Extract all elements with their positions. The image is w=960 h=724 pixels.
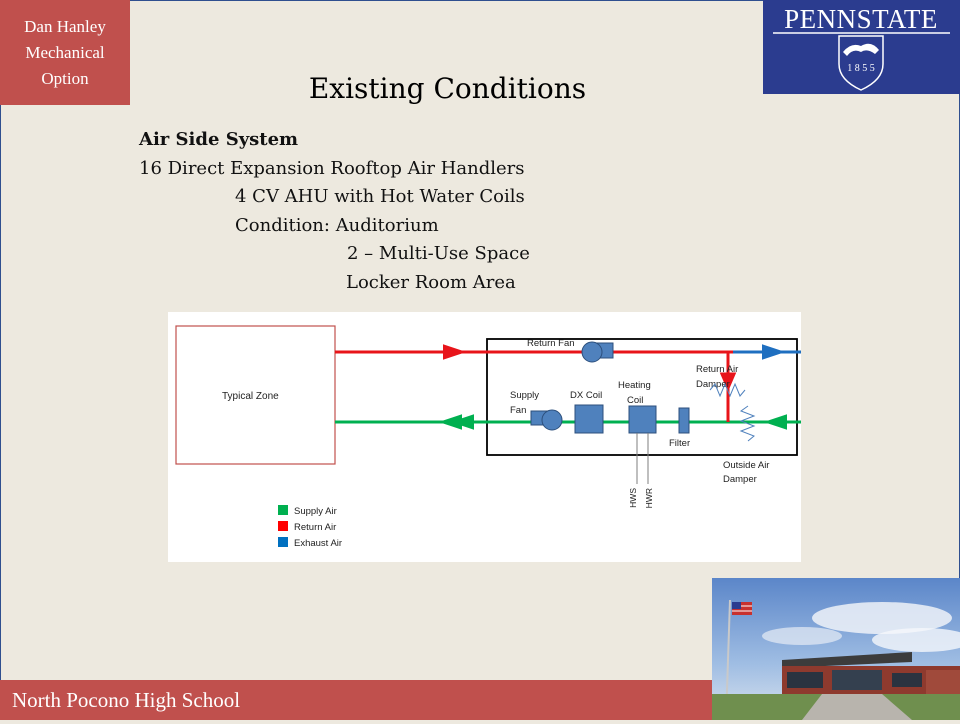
ahu-diagram (168, 312, 801, 562)
zone-label: Typical Zone (222, 391, 279, 402)
dx-coil-label: DX Coil (570, 390, 603, 401)
filter-label: Filter (669, 438, 691, 449)
footer-bar (0, 680, 712, 720)
content-line-5: Locker Room Area (346, 271, 516, 293)
return-arrow-1 (445, 347, 460, 357)
content-block (139, 126, 530, 297)
heating-coil-label-1: Heating (618, 380, 651, 391)
ahu-diagram-svg (168, 312, 801, 562)
brick-wing (926, 670, 960, 694)
dx-coil-icon (575, 405, 603, 433)
return-damper-label-1: Return Air (696, 364, 739, 375)
hwr-label: HWR (644, 488, 654, 509)
author-major: Mechanical (25, 42, 105, 62)
outside-damper-label-1: Outside Air (723, 460, 770, 471)
content-heading: Air Side System (139, 129, 299, 150)
supply-arrow-1b (445, 417, 460, 427)
supply-fan-icon (542, 410, 562, 430)
logo-year: 1 8 5 5 (847, 63, 875, 74)
return-fan-icon (582, 342, 602, 362)
legend-swatch-supply (278, 505, 288, 515)
content-line-3: Condition: Auditorium (235, 214, 439, 236)
lion-icon (843, 44, 879, 56)
school-building-photo (712, 578, 960, 720)
logo-wordmark: PENNSTATE (784, 4, 938, 34)
entrance-glass (832, 670, 882, 690)
legend-supply-label: Supply Air (294, 506, 337, 517)
cloud-3 (762, 627, 842, 645)
supply-fan-label-2: Fan (510, 405, 527, 416)
legend-return-label: Return Air (294, 522, 337, 533)
filter-icon (679, 408, 689, 433)
legend-exhaust-label: Exhaust Air (294, 538, 343, 549)
return-fan-label: Return Fan (527, 338, 575, 349)
supply-arrow-2 (770, 417, 785, 427)
return-damper-label-2: Damper (696, 379, 730, 390)
diagram-legend (278, 505, 342, 549)
slide-title: Existing Conditions (308, 72, 587, 105)
exhaust-arrow (764, 347, 779, 357)
heating-coil-icon (629, 406, 656, 433)
author-name: Dan Hanley (24, 16, 106, 36)
content-line-1: 16 Direct Expansion Rooftop Air Handlers (139, 157, 525, 179)
outside-damper-label-2: Damper (723, 474, 757, 485)
hws-label: HWS (628, 488, 638, 508)
school-building-illustration (712, 578, 960, 720)
heating-coil-label-2: Coil (627, 395, 644, 406)
flag-canton (732, 602, 741, 609)
legend-swatch-exhaust (278, 537, 288, 547)
content-line-2: 4 CV AHU with Hot Water Coils (235, 186, 525, 207)
legend-swatch-return (278, 521, 288, 531)
author-option: Option (41, 68, 89, 88)
window-2 (892, 673, 922, 687)
content-line-4: 2 – Multi-Use Space (347, 243, 530, 264)
footer-school-name: North Pocono High School (12, 688, 241, 712)
window-1 (787, 672, 823, 688)
supply-fan-label-1: Supply (510, 390, 540, 401)
